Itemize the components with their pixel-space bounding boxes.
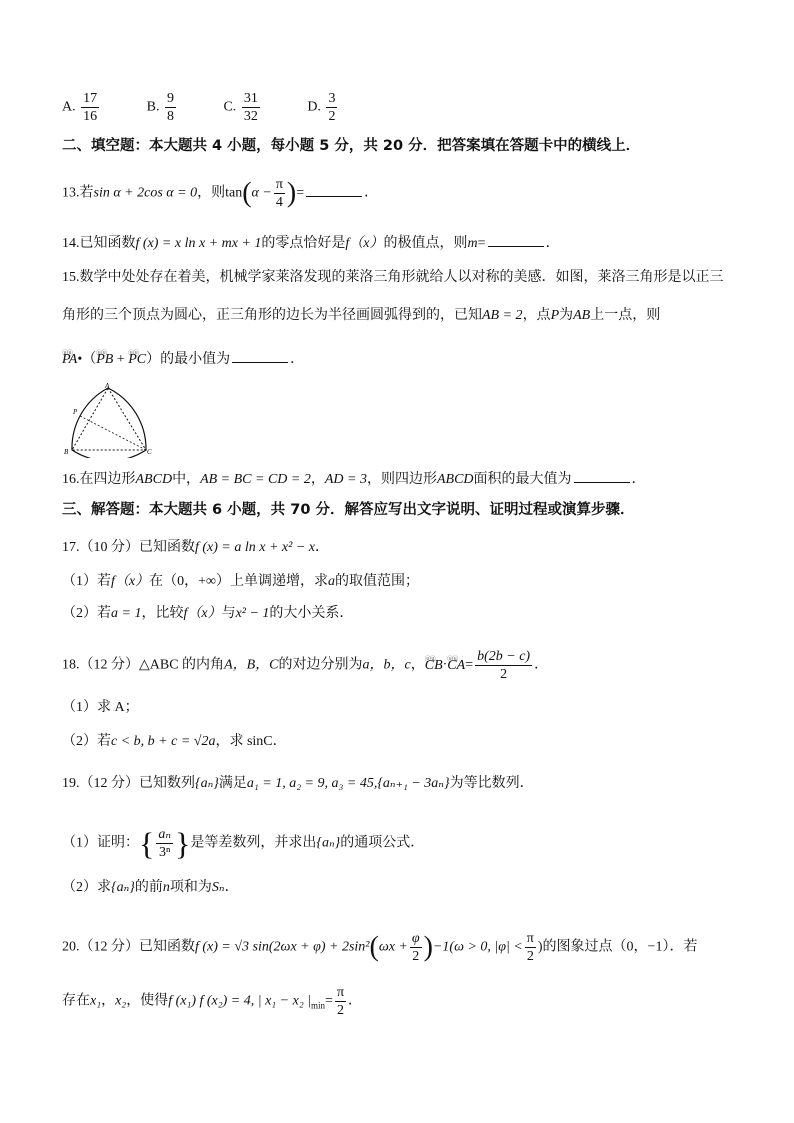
- question-17-part2: （2）若a = 1，比较f（x）与x² − 1的大小关系．: [62, 606, 354, 621]
- question-15-line2: 角形的三个顶点为圆心，正三角形的边长为半径画圆弧得到的，已知AB = 2，点P为AB上一点，则: [62, 308, 661, 323]
- q15-answer-blank: [232, 348, 288, 363]
- question-19: 19.（12 分）已知数列{aₙ}满足a₁ = 1, a₂ = 9, a₃ = 45,{aₙ₊₁ − 3aₙ}为等比数列．: [62, 776, 534, 791]
- answer-options: [62, 90, 381, 125]
- option-a: [62, 90, 101, 125]
- question-17-part1: （1）若f（x）在（0，+∞）上单调递增，求a的取值范围；: [62, 574, 419, 589]
- q18-fraction: $\frac{b(2b - c)}{2}$: [477, 649, 531, 682]
- question-20: 20.（12 分）已知函数f (x) = √3 sin(2ωx + φ) + 2sin²(ωx + $\frac{\varphi}{2}$ )−1(ω > 0, |φ| < $\frac{\pi}{2}$ )的图象过点（0，−1）．若: [62, 931, 698, 964]
- option-c-fraction: $\frac{31}{32}$: [243, 91, 258, 124]
- option-b: [147, 90, 178, 125]
- vector-pc: ⓤⓤ PC: [128, 350, 146, 370]
- q13-fraction: $\frac{\pi}{4}$: [275, 177, 283, 210]
- q14-function: f (x) = x ln x + mx + 1: [135, 236, 262, 251]
- q20-fraction-phi: $\frac{\varphi}{2}$: [411, 931, 420, 964]
- section2-heading: 二、填空题：本大题共 4 小题，每小题 5 分，共 20 分．把答案填在答题卡中的横线上．: [62, 138, 641, 154]
- label-b: B: [64, 448, 69, 456]
- vector-pb: ⓤⓤ PB: [96, 350, 113, 370]
- q13-answer-blank: [306, 182, 362, 197]
- question-15-line1: 15.数学中处处存在着美，机械学家莱洛发现的莱洛三角形就给人以对称的美感．如图，莱洛三角形是以正三: [62, 270, 724, 285]
- option-d-fraction: $\frac{3}{2}$: [328, 91, 336, 124]
- q14-answer-blank: [488, 232, 544, 247]
- inner-triangle: [72, 388, 146, 450]
- vector-cb: ⓤⓤ CB: [425, 656, 443, 676]
- q15-arc-ab: AB: [573, 308, 591, 323]
- reuleaux-outline: [72, 388, 146, 458]
- question-18: 18.（12 分）△ABC 的内角A，B，C的对边分别为a，b，c，ⓤⓤ CB·ⓤⓤ CA= $\frac{b(2b - c)}{2}$ ．: [62, 648, 548, 683]
- q20-fraction-pi: $\frac{\pi}{2}$: [526, 931, 534, 964]
- q19-fraction: $\frac{\text{aₙ}}{\text{3ⁿ}}$: [158, 827, 172, 860]
- label-c: C: [147, 448, 152, 456]
- option-a-fraction: $\frac{17}{16}$: [83, 91, 98, 124]
- label-p: P: [73, 408, 78, 416]
- option-d: [307, 90, 339, 125]
- option-c-label: C.: [223, 99, 237, 115]
- option-b-label: B.: [146, 99, 160, 115]
- question-19-part2: （2）求{aₙ}的前n项和为Sₙ．: [62, 880, 239, 895]
- reuleaux-triangle-diagram: [64, 382, 154, 458]
- vector-ca: ⓤⓤ CA: [447, 656, 465, 676]
- question-18-part1: （1）求 A；: [62, 700, 139, 715]
- question-14: 14.已知函数f (x) = x ln x + mx + 1的零点恰好是f（x）的极值点，则m= ．: [62, 232, 560, 254]
- question-18-part2: （2）若c < b, b + c = √2a，求 sinC．: [62, 734, 287, 749]
- question-17: 17.（10 分）已知函数f (x) = a ln x + x² − x．: [62, 540, 329, 555]
- question-20-line2: 存在x₁，x₂，使得f (x₁) f (x₂) = 4, | x₁ − x₂ $|_{min}=$ $\frac{\pi}{2}$ ．: [62, 985, 363, 1018]
- q20-fraction-pi-2: $\frac{\pi}{2}$: [336, 985, 345, 1018]
- vector-pa: ⓤⓤ PA: [62, 350, 77, 370]
- question-19-part1: （1）证明：{ $\frac{\text{aₙ}}{\text{3ⁿ}}$ }是等差数列，并求出{aₙ}的通项公式．: [62, 825, 425, 862]
- question-13: 13.若sin α + 2cos α = 0，则tan(α − $\frac{\pi}{4}$ )= ．: [62, 177, 379, 210]
- option-b-fraction: $\frac{9}{8}$: [166, 91, 174, 124]
- question-15-line3: ⓤⓤ PA•（ⓤⓤ PB + ⓤⓤ PC）的最小值为 ．: [62, 348, 304, 370]
- q16-answer-blank: [574, 468, 630, 483]
- label-a: A: [105, 382, 110, 390]
- option-d-label: D.: [307, 99, 321, 115]
- section3-heading: 三、解答题：本大题共 6 小题，共 70 分．解答应写出文字说明、证明过程或演算步骤．: [62, 502, 635, 518]
- q13-condition: sin α + 2cos α = 0: [93, 185, 198, 201]
- option-a-label: A.: [62, 99, 76, 115]
- option-c: [223, 90, 261, 125]
- question-16: 16.在四边形ABCD中，AB = BC = CD = 2，AD = 3，则四边形ABCD面积的最大值为 ．: [62, 468, 646, 490]
